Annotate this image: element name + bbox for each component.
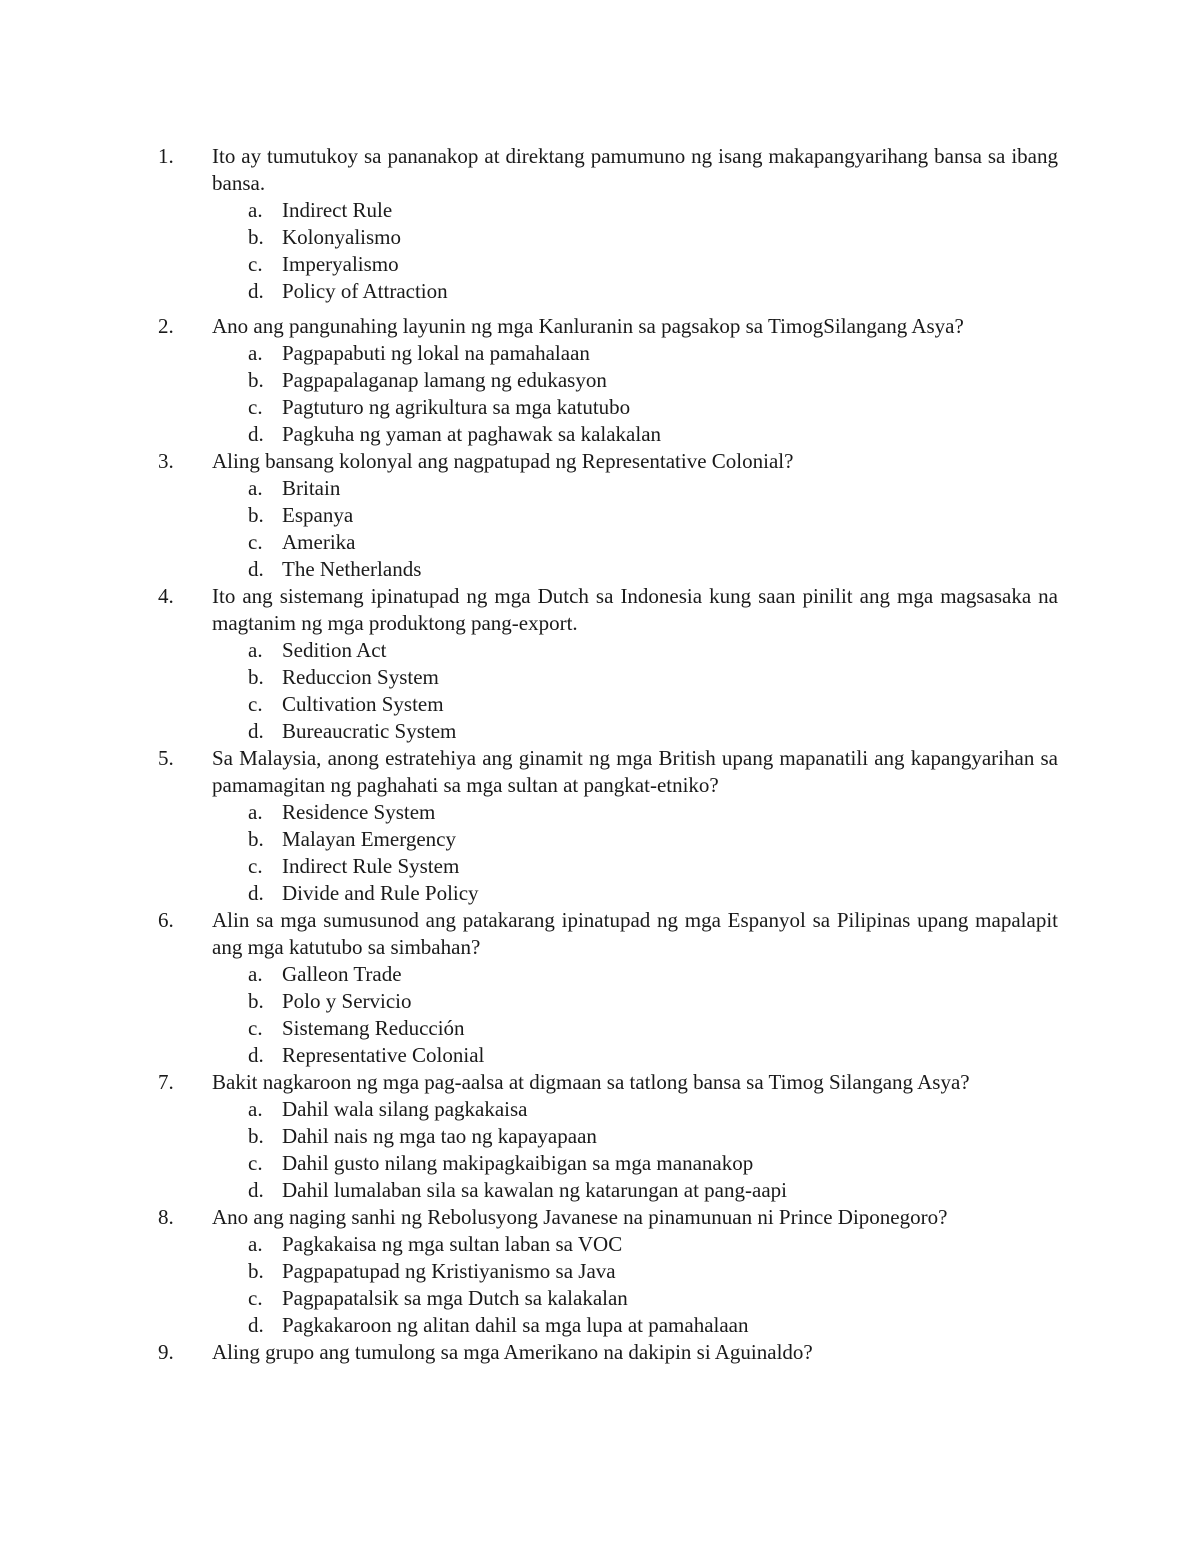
- option-letter: d.: [248, 422, 264, 446]
- answer-option: [212, 1285, 1058, 1312]
- option-text: Pagpapatalsik sa mga Dutch sa kalakalan: [282, 1286, 628, 1310]
- answer-option: [212, 1096, 1058, 1123]
- option-letter: c.: [248, 1151, 263, 1175]
- option-letter: a.: [248, 341, 263, 365]
- option-text: Indirect Rule: [282, 198, 393, 222]
- question-text: Aling grupo ang tumulong sa mga Amerikano na dakipin si Aguinaldo?: [212, 1340, 813, 1364]
- answer-option: [212, 1150, 1058, 1177]
- option-text: Dahil gusto nilang makipagkaibigan sa mga mananakop: [282, 1151, 754, 1175]
- option-letter: c.: [248, 854, 263, 878]
- option-text: Polo y Servicio: [282, 989, 412, 1013]
- option-letter: a.: [248, 800, 263, 824]
- answer-option: [212, 664, 1058, 691]
- option-letter: a.: [248, 476, 263, 500]
- option-letter: d.: [248, 279, 264, 303]
- option-letter: c.: [248, 252, 263, 276]
- option-text: Divide and Rule Policy: [282, 881, 479, 905]
- option-letter: a.: [248, 962, 263, 986]
- answer-option: [212, 1123, 1058, 1150]
- answer-option: [212, 880, 1058, 907]
- option-text: Amerika: [282, 530, 356, 554]
- question-text: Ano ang pangunahing layunin ng mga Kanluranin sa pagsakop sa TimogSilangang Asya?: [212, 314, 964, 338]
- option-letter: d.: [248, 1043, 264, 1067]
- option-text: Representative Colonial: [282, 1043, 485, 1067]
- answer-option: [212, 197, 1058, 224]
- question-text: Alin sa mga sumusunod ang patakarang ipinatupad ng mga Espanyol sa Pilipinas upang mapalapit ang mga katutubo sa simbahan?: [212, 908, 1058, 959]
- option-text: Sedition Act: [282, 638, 387, 662]
- answer-option: [212, 421, 1058, 448]
- option-text: Imperyalismo: [282, 252, 399, 276]
- answer-option: [212, 278, 1058, 305]
- answer-option: [212, 1312, 1058, 1339]
- question-item: [158, 143, 1058, 305]
- answer-option: [212, 1177, 1058, 1204]
- option-text: Pagkuha ng yaman at paghawak sa kalakalan: [282, 422, 662, 446]
- answer-option: [212, 826, 1058, 853]
- option-text: Pagpapabuti ng lokal na pamahalaan: [282, 341, 590, 365]
- option-letter: a.: [248, 1097, 263, 1121]
- question-number: 4.: [158, 584, 174, 608]
- answer-option: [212, 475, 1058, 502]
- question-item: [158, 907, 1058, 1069]
- option-letter: d.: [248, 557, 264, 581]
- option-text: The Netherlands: [282, 557, 422, 581]
- option-letter: b.: [248, 989, 264, 1013]
- question-item: [158, 1339, 1058, 1366]
- option-list: [212, 340, 1058, 448]
- answer-option: [212, 1258, 1058, 1285]
- option-text: Pagkakaroon ng alitan dahil sa mga lupa at pamahalaan: [282, 1313, 749, 1337]
- option-text: Galleon Trade: [282, 962, 402, 986]
- option-letter: b.: [248, 1259, 264, 1283]
- option-letter: c.: [248, 395, 263, 419]
- answer-option: [212, 224, 1058, 251]
- option-list: [212, 1096, 1058, 1204]
- option-text: Pagpapalaganap lamang ng edukasyon: [282, 368, 607, 392]
- option-text: Dahil lumalaban sila sa kawalan ng katarungan at pang-aapi: [282, 1178, 787, 1202]
- question-text: Ano ang naging sanhi ng Rebolusyong Javanese na pinamunuan ni Prince Diponegoro?: [212, 1205, 948, 1229]
- option-letter: a.: [248, 638, 263, 662]
- option-letter: b.: [248, 503, 264, 527]
- question-number: 9.: [158, 1340, 174, 1364]
- option-list: [212, 961, 1058, 1069]
- option-letter: b.: [248, 225, 264, 249]
- question-text: Ito ay tumutukoy sa pananakop at direktang pamumuno ng isang makapangyarihang bansa sa ibang bansa.: [212, 144, 1058, 195]
- option-letter: b.: [248, 665, 264, 689]
- option-text: Kolonyalismo: [282, 225, 401, 249]
- answer-option: [212, 251, 1058, 278]
- question-item: [158, 313, 1058, 448]
- question-number: 5.: [158, 746, 174, 770]
- option-text: Malayan Emergency: [282, 827, 456, 851]
- option-list: [212, 475, 1058, 583]
- option-letter: a.: [248, 198, 263, 222]
- question-number: 1.: [158, 144, 174, 168]
- option-text: Indirect Rule System: [282, 854, 460, 878]
- answer-option: [212, 799, 1058, 826]
- answer-option: [212, 556, 1058, 583]
- answer-option: [212, 637, 1058, 664]
- question-text: Ito ang sistemang ipinatupad ng mga Dutch sa Indonesia kung saan pinilit ang mga magsasaka na magtanim ng mga produktong pang-export.: [212, 584, 1058, 635]
- option-text: Sistemang Reducción: [282, 1016, 465, 1040]
- option-letter: c.: [248, 692, 263, 716]
- option-text: Britain: [282, 476, 341, 500]
- option-text: Espanya: [282, 503, 354, 527]
- answer-option: [212, 1015, 1058, 1042]
- answer-option: [212, 691, 1058, 718]
- option-list: [212, 799, 1058, 907]
- option-letter: c.: [248, 530, 263, 554]
- question-text: Aling bansang kolonyal ang nagpatupad ng Representative Colonial?: [212, 449, 794, 473]
- answer-option: [212, 718, 1058, 745]
- option-text: Bureaucratic System: [282, 719, 457, 743]
- option-text: Residence System: [282, 800, 436, 824]
- question-item: [158, 1069, 1058, 1204]
- answer-option: [212, 367, 1058, 394]
- option-letter: c.: [248, 1286, 263, 1310]
- answer-option: [212, 1042, 1058, 1069]
- option-text: Pagkakaisa ng mga sultan laban sa VOC: [282, 1232, 623, 1256]
- question-text: Sa Malaysia, anong estratehiya ang ginamit ng mga British upang mapanatili ang kapangyarihan sa pamamagitan ng paghahati sa mga sultan at pangkat-etniko?: [212, 746, 1058, 797]
- option-letter: d.: [248, 881, 264, 905]
- option-letter: b.: [248, 368, 264, 392]
- option-list: [212, 637, 1058, 745]
- question-number: 3.: [158, 449, 174, 473]
- option-text: Cultivation System: [282, 692, 444, 716]
- question-number: 8.: [158, 1205, 174, 1229]
- question-list: [158, 143, 1058, 1366]
- question-number: 2.: [158, 314, 174, 338]
- option-list: [212, 1231, 1058, 1339]
- option-text: Reduccion System: [282, 665, 439, 689]
- option-list: [212, 197, 1058, 305]
- option-letter: d.: [248, 719, 264, 743]
- option-letter: c.: [248, 1016, 263, 1040]
- question-item: [158, 583, 1058, 745]
- option-letter: d.: [248, 1313, 264, 1337]
- option-letter: b.: [248, 827, 264, 851]
- question-text: Bakit nagkaroon ng mga pag-aalsa at digmaan sa tatlong bansa sa Timog Silangang Asya?: [212, 1070, 970, 1094]
- option-text: Dahil nais ng mga tao ng kapayapaan: [282, 1124, 597, 1148]
- question-number: 6.: [158, 908, 174, 932]
- option-letter: a.: [248, 1232, 263, 1256]
- question-item: [158, 1204, 1058, 1339]
- question-number: 7.: [158, 1070, 174, 1094]
- option-text: Policy of Attraction: [282, 279, 448, 303]
- answer-option: [212, 961, 1058, 988]
- answer-option: [212, 853, 1058, 880]
- option-letter: d.: [248, 1178, 264, 1202]
- question-item: [158, 745, 1058, 907]
- answer-option: [212, 1231, 1058, 1258]
- option-text: Pagpapatupad ng Kristiyanismo sa Java: [282, 1259, 616, 1283]
- option-letter: b.: [248, 1124, 264, 1148]
- answer-option: [212, 529, 1058, 556]
- answer-option: [212, 502, 1058, 529]
- answer-option: [212, 340, 1058, 367]
- answer-option: [212, 988, 1058, 1015]
- question-item: [158, 448, 1058, 583]
- option-text: Dahil wala silang pagkakaisa: [282, 1097, 528, 1121]
- answer-option: [212, 394, 1058, 421]
- option-text: Pagtuturo ng agrikultura sa mga katutubo: [282, 395, 631, 419]
